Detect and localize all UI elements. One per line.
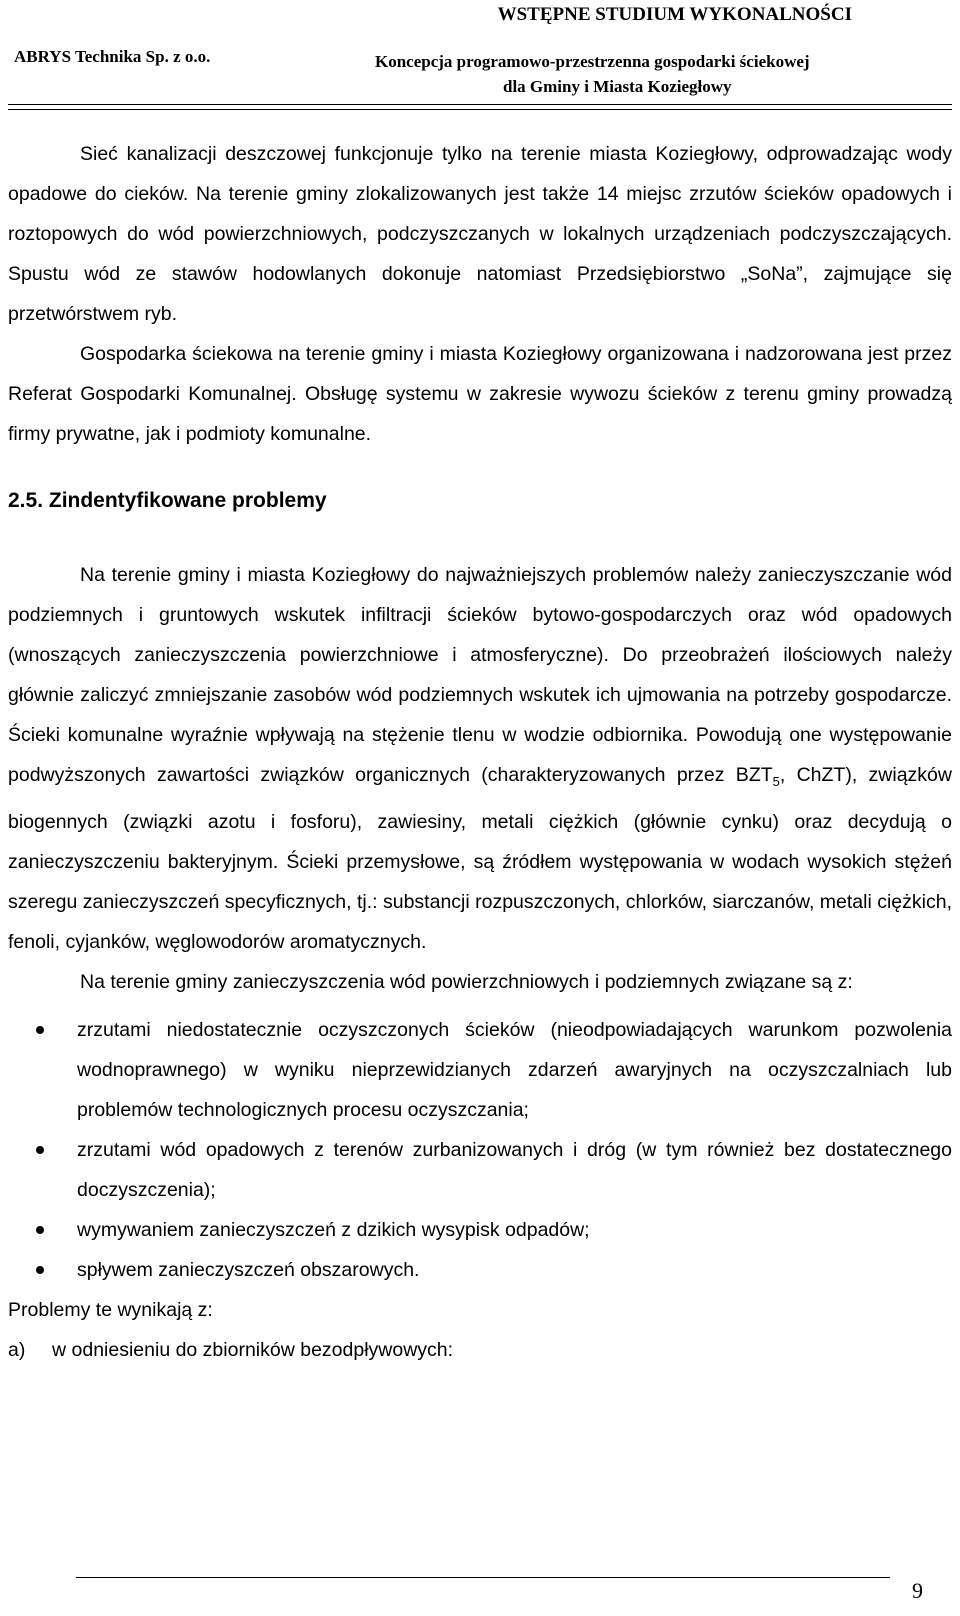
section-heading: 2.5. Zindentyfikowane problemy: [8, 489, 327, 512]
document-subtitle-line-2: dla Gminy i Miasta Koziegłowy: [503, 77, 732, 96]
paragraph-sewage-management: Gospodarka ściekowa na terenie gminy i miasta Koziegłowy organizowana i nadzorowana jest przez Referat Gospodarki Komunalnej. Obsługę systemu w zakresie wywozu ścieków z terenu gminy prowadzą firmy prywatne, jak i podmioty komunalne.: [8, 343, 952, 445]
paragraph-pollution-sources: Na terenie gminy zanieczyszczenia wód powierzchniowych i podziemnych związane są z:: [80, 970, 853, 993]
bzt-subscript: 5: [772, 773, 780, 789]
list-marker: a): [8, 1338, 26, 1361]
header-rule-thick: [8, 104, 952, 105]
paragraph-problems-part-1: Na terenie gminy i miasta Koziegłowy do najważniejszych problemów należy zanieczyszczanie wód podziemnych i gruntowych wskutek infiltracji ścieków bytowo-gospodarczych oraz wód opadowych (wnoszących zanieczyszczenia powierzchniowe i atmosferyczne). Do przeobrażeń ilościowych należy głównie zaliczyć zmniejszanie zasobów wód podziemnych wskutek ich ujmowania na potrzeby gospodarcze. Ścieki komunalne wyraźnie wpływają na stężenie tlenu w wodzie odbiornika. Powodują one występowanie podwyższonych zawartości związków organicznych (charakteryzowanych przez BZT: [8, 564, 952, 786]
page-number: 9: [912, 1578, 923, 1603]
list-item: zrzutami wód opadowych z terenów zurbanizowanych i dróg (w tym również bez dostatecznego doczyszczenia);: [8, 1130, 952, 1210]
page-header: [0, 0, 960, 110]
footer-rule: [76, 1577, 890, 1578]
header-rule-thin: [8, 109, 952, 110]
pollution-sources-list: [8, 1010, 952, 1290]
list-item: spływem zanieczyszczeń obszarowych.: [8, 1250, 952, 1290]
list-item-a-text: w odniesieniu do zbiorników bezodpływowych:: [52, 1338, 454, 1361]
bullet-icon: [36, 1266, 44, 1274]
bullet-icon: [36, 1026, 44, 1034]
company-name: ABRYS Technika Sp. z o.o.: [14, 47, 211, 66]
bullet-icon: [36, 1146, 44, 1154]
list-item-a: [8, 1330, 952, 1370]
list-item: wymywaniem zanieczyszczeń z dzikich wysypisk odpadów;: [8, 1210, 952, 1250]
paragraph-storm-sewer: Sieć kanalizacji deszczowej funkcjonuje tylko na terenie miasta Koziegłowy, odprowadzając wody opadowe do cieków. Na terenie gminy zlokalizowanych jest także 14 miejsc zrzutów ścieków opadowych i roztopowych do wód powierzchniowych, podczyszczanych w lokalnych urządzeniach podczyszczających. Spustu wód ze stawów hodowlanych dokonuje natomiast Przedsiębiorstwo „SoNa”, zajmujące się przetwórstwem ryb.: [8, 143, 952, 325]
paragraph-problems: [8, 555, 952, 962]
paragraph-problems-result: Problemy te wynikają z:: [8, 1298, 213, 1321]
document-subtitle-line-1: Koncepcja programowo-przestrzenna gospodarki ściekowej: [375, 52, 810, 71]
document-title: WSTĘPNE STUDIUM WYKONALNOŚCI: [497, 4, 852, 25]
bullet-icon: [36, 1226, 44, 1234]
document-body: [8, 134, 952, 1370]
list-item: zrzutami niedostatecznie oczyszczonych ścieków (nieodpowiadających warunkom pozwolenia wodnoprawnego) w wyniku nieprzewidzianych zdarzeń awaryjnych na oczyszczalniach lub problemów technologicznych procesu oczyszczania;: [8, 1010, 952, 1130]
paragraph-problems-part-2: , ChZT), związków biogennych (związki azotu i fosforu), zawiesiny, metali ciężkich (głównie cynku) oraz decydują o zanieczyszczeniu bakteryjnym. Ścieki przemysłowe, są źródłem występowania w wodach wysokich stężeń szeregu zanieczyszczeń specyficznych, tj.: substancji rozpuszczonych, chlorków, siarczanów, metali ciężkich, fenoli, cyjanków, węglowodorów aromatycznych.: [8, 764, 952, 953]
